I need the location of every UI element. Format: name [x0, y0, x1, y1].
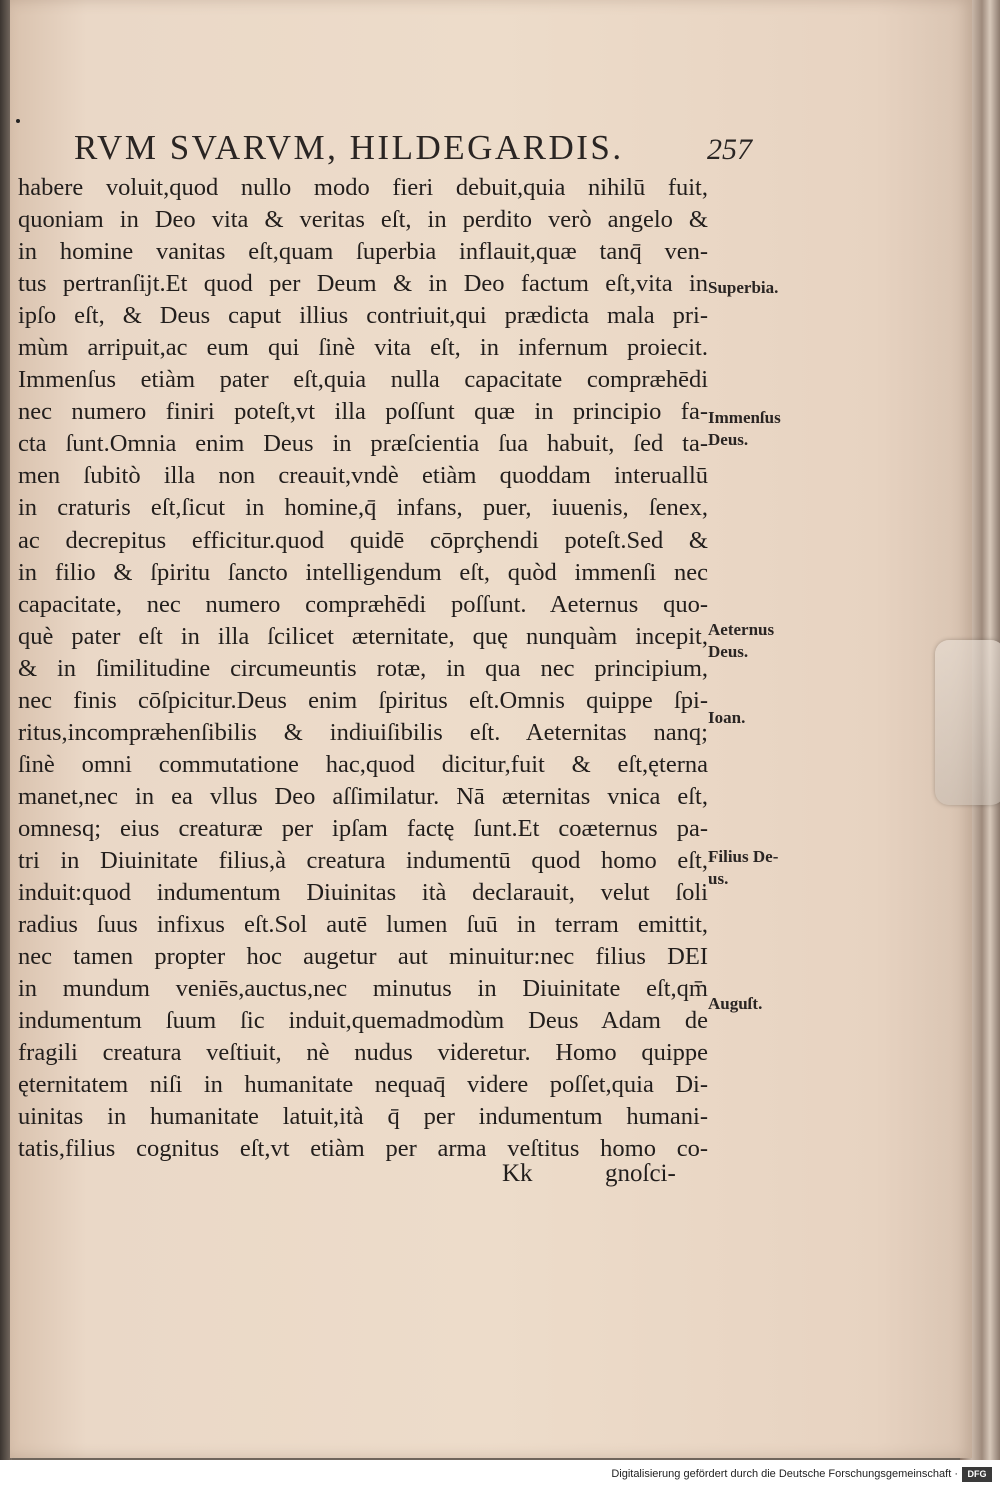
text-line: què pater eſt in illa ſcilicet æternitate, quę nunquàm incepit, — [18, 622, 708, 650]
text-line: ipſo eſt, & Deus caput illius contriuit,qui prædicta mala pri- — [18, 302, 708, 330]
digitization-credit: Digitalisierung gefördert durch die Deutsche Forschungsgemeinschaft · — [611, 1468, 958, 1480]
ink-dot — [16, 119, 20, 123]
marginal-note: Deus. — [708, 642, 749, 661]
text-line: & in ſimilitudine circumeuntis rotæ, in qua nec principium, — [18, 654, 708, 682]
text-line: induit:quod indumentum Diuinitas ità declarauit, velut ſoli — [18, 879, 708, 907]
signature-mark: Kk — [502, 1160, 533, 1187]
text-line: tatis,filius cognitus eſt,vt etiàm per arma veſtitus homo co- — [18, 1135, 708, 1163]
text-line: omnesq; eius creaturæ per ipſam factę ſunt.Et coæternus pa- — [18, 814, 708, 842]
text-line: ac decrepitus efficitur.quod quidē cōprçhendi poteſt.Sed & — [18, 526, 708, 554]
marginal-note: Aeternus — [708, 620, 775, 639]
page-number: 257 — [707, 133, 752, 166]
text-line: uinitas in humanitate latuit,ità q̄ per indumentum humani- — [18, 1103, 708, 1131]
marginal-note: Auguſt. — [708, 994, 763, 1013]
text-line: capacitate, nec numero compræhēdi poſſunt. Aeternus quo- — [18, 590, 708, 618]
text-line: tri in Diuinitate filius,à creatura indumentū quod homo eſt, — [18, 846, 708, 874]
text-line: ritus,incompræhenſibilis & indiuiſibilis eſt. Aeternitas nanq; — [18, 718, 708, 746]
text-line: ſinè omni commutatione hac,quod dicitur,fuit & eſt,ęterna — [18, 750, 708, 778]
body-text — [18, 172, 708, 1165]
marginal-note: Immenſus — [708, 408, 781, 427]
marginal-note: Ioan. — [708, 708, 746, 727]
page-clip — [935, 640, 1000, 805]
text-line: manet,nec in ea vllus Deo aſſimilatur. Nā æternitas vnica eſt, — [18, 782, 708, 810]
marginal-note: Superbia. — [708, 278, 779, 297]
text-line: ęternitatem niſi in humanitate nequaq̄ videre poſſet,quia Di- — [18, 1071, 708, 1099]
text-line: radius ſuus infixus eſt.Sol autē lumen ſuū in terram emittit, — [18, 911, 708, 939]
dfg-logo: DFG — [962, 1467, 992, 1482]
text-line: in homine vanitas eſt,quam ſuperbia inflauit,quæ tanq̄ ven- — [18, 238, 708, 266]
marginal-note: Deus. — [708, 430, 749, 449]
text-line: nec finis cōſpicitur.Deus enim ſpiritus eſt.Omnis quippe ſpi- — [18, 686, 708, 714]
text-line: indumentum ſuum ſic induit,quemadmodùm Deus Adam de — [18, 1007, 708, 1035]
text-line: tus pertranſijt.Et quod per Deum & in Deo factum eſt,vita in — [18, 270, 708, 298]
text-line: habere voluit,quod nullo modo fieri debuit,quia nihilū fuit, — [18, 174, 708, 201]
text-line: nec tamen propter hoc augetur aut minuitur:nec filius DEI — [18, 943, 708, 971]
text-line: in craturis eſt,ſicut in homine,q̄ infans, puer, iuuenis, ſenex, — [18, 494, 708, 522]
footer-bar — [0, 1460, 1000, 1490]
text-line: mùm arripuit,ac eum qui ſinè vita eſt, in infernum proiecit. — [18, 334, 708, 362]
text-line: men ſubitò illa non creauit,vndè etiàm quoddam interuallū — [18, 462, 708, 490]
text-line: Immenſus etiàm pater eſt,quia nulla capacitate compræhēdi — [18, 366, 708, 394]
text-line: fragili creatura veſtiuit, nè nudus videretur. Homo quippe — [18, 1039, 708, 1067]
text-line: quoniam in Deo vita & veritas eſt, in perdito verò angelo & — [18, 206, 708, 234]
text-line: cta ſunt.Omnia enim Deus in præſcientia ſua habuit, ſed ta- — [18, 430, 708, 458]
running-header: RVM SVARVM, HILDEGARDIS. — [74, 128, 624, 167]
text-line: in filio & ſpiritu ſancto intelligendum eſt, quòd immenſi nec — [18, 558, 708, 586]
marginal-note: us. — [708, 869, 729, 888]
text-line: in mundum veniēs,auctus,nec minutus in Diuinitate eſt,qm̄ — [18, 975, 708, 1003]
catchword: gnoſci- — [605, 1160, 676, 1187]
marginal-note: Filius De- — [708, 847, 779, 866]
text-line: nec numero finiri poteſt,vt illa poſſunt quæ in principio fa- — [18, 398, 708, 426]
